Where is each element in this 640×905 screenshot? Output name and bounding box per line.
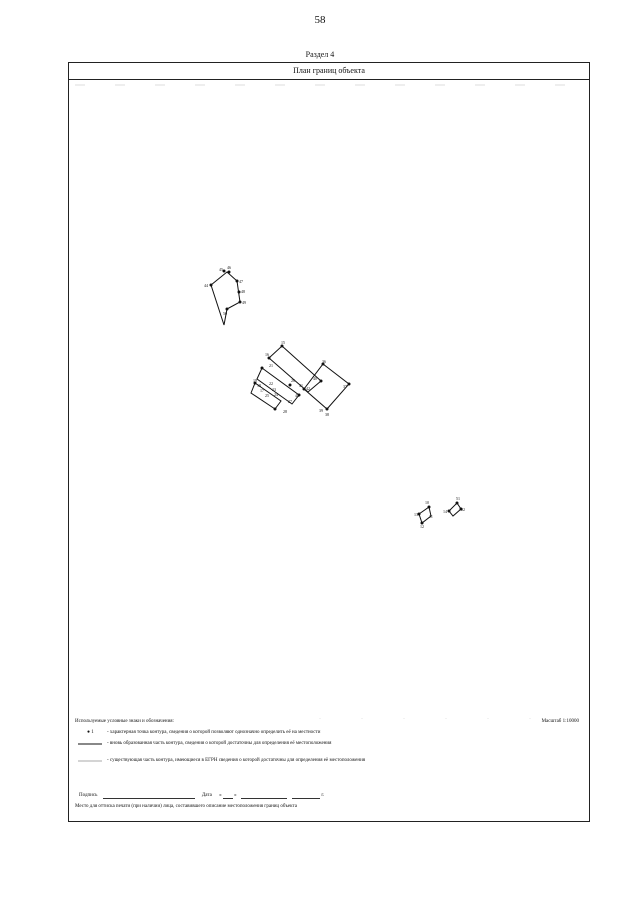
point-label: 11: [429, 514, 433, 519]
solid-line-symbol: [77, 741, 103, 747]
signature-label: Подпись: [79, 793, 98, 798]
point-marker: [326, 408, 329, 411]
point-label: 25: [265, 393, 269, 398]
point-label: 19: [253, 378, 257, 383]
point-marker: [456, 502, 459, 505]
plan-map: [69, 79, 589, 779]
point-marker: [320, 380, 323, 383]
point-label: 23: [272, 387, 276, 392]
point-label: 16: [265, 352, 269, 357]
point-label: 52: [461, 507, 465, 512]
point-label: 21: [269, 363, 273, 368]
legend-item-text: - существующая часть контура, имеющиеся в ЕГРН сведения о которой достаточны для определения её местоположения: [107, 758, 366, 763]
point-label: 45: [219, 267, 223, 272]
contour-2a: [269, 346, 321, 392]
point-label: 42: [306, 386, 310, 391]
thin-line-symbol: [77, 758, 103, 764]
plan-title: План границ объекта: [69, 63, 589, 80]
scale-label: Масштаб 1:10000: [541, 719, 579, 724]
point-marker: [261, 367, 264, 370]
point-label: 40: [313, 376, 317, 381]
point-label: 15: [281, 340, 285, 345]
point-label: 13: [414, 512, 418, 517]
point-marker: [274, 408, 277, 411]
point-marker: [348, 383, 351, 386]
point-label: 12: [420, 524, 424, 529]
legend-item-text: - характерная точка контура, сведения о которой позволяют однозначно определить её на местности: [107, 730, 321, 735]
point-label: 48: [241, 289, 245, 294]
point-label: 27: [288, 399, 292, 404]
point-label: 37: [343, 384, 347, 389]
point-label: 41: [299, 383, 303, 388]
year-blank: [292, 793, 320, 799]
point-label: 28: [283, 409, 287, 414]
day-blank: [223, 793, 233, 799]
point-marker: [228, 271, 231, 274]
quote-close: »: [234, 793, 237, 798]
point-labels: [204, 265, 465, 529]
legend-item-text: - вновь образованная часть контура, сведения о которой достаточны для определения её местоположения: [107, 741, 332, 746]
point-label: 38: [325, 412, 329, 417]
legend-title: Используемые условные знаки и обозначения:: [75, 719, 174, 724]
point-label: 36: [322, 359, 326, 364]
point-label: 46: [227, 265, 231, 270]
point-marker: [210, 284, 213, 287]
page-number: 58: [314, 14, 326, 26]
contour-1: [211, 272, 240, 325]
point-marker: [428, 506, 431, 509]
point-label: 17: [260, 388, 264, 393]
point-label: 22: [269, 381, 273, 386]
contour-3b: [449, 503, 461, 516]
point-label: 24: [274, 392, 278, 397]
point-marker: [289, 384, 292, 387]
point-label: 39: [319, 408, 323, 413]
plan-frame: [68, 62, 590, 822]
point-marker: [448, 510, 451, 513]
point-label: 44: [204, 283, 208, 288]
stamp-place-text: Место для оттиска печати (при наличии) лица, составившего описание местоположения границ объекта: [75, 804, 297, 809]
point-symbol: ● 1: [87, 730, 94, 735]
point-label: 26: [291, 378, 295, 383]
boundary-plan-drawing: [69, 79, 589, 719]
signature-line: [79, 793, 579, 799]
point-label: 18: [257, 383, 261, 388]
section-title: Раздел 4: [305, 50, 335, 59]
point-label: 49: [242, 300, 246, 305]
month-blank: [241, 793, 287, 799]
point-label: 51: [456, 496, 460, 501]
point-label: 50: [223, 311, 227, 316]
point-label: 47: [239, 279, 243, 284]
year-suffix: г.: [321, 793, 325, 798]
point-label: 43: [295, 393, 299, 398]
point-label: 14: [443, 509, 447, 514]
signature-blank: [103, 793, 195, 799]
quote-open: «: [219, 793, 222, 798]
point-label: 10: [425, 500, 429, 505]
date-label: Дата: [201, 793, 212, 798]
contour-1-points: [210, 270, 242, 311]
